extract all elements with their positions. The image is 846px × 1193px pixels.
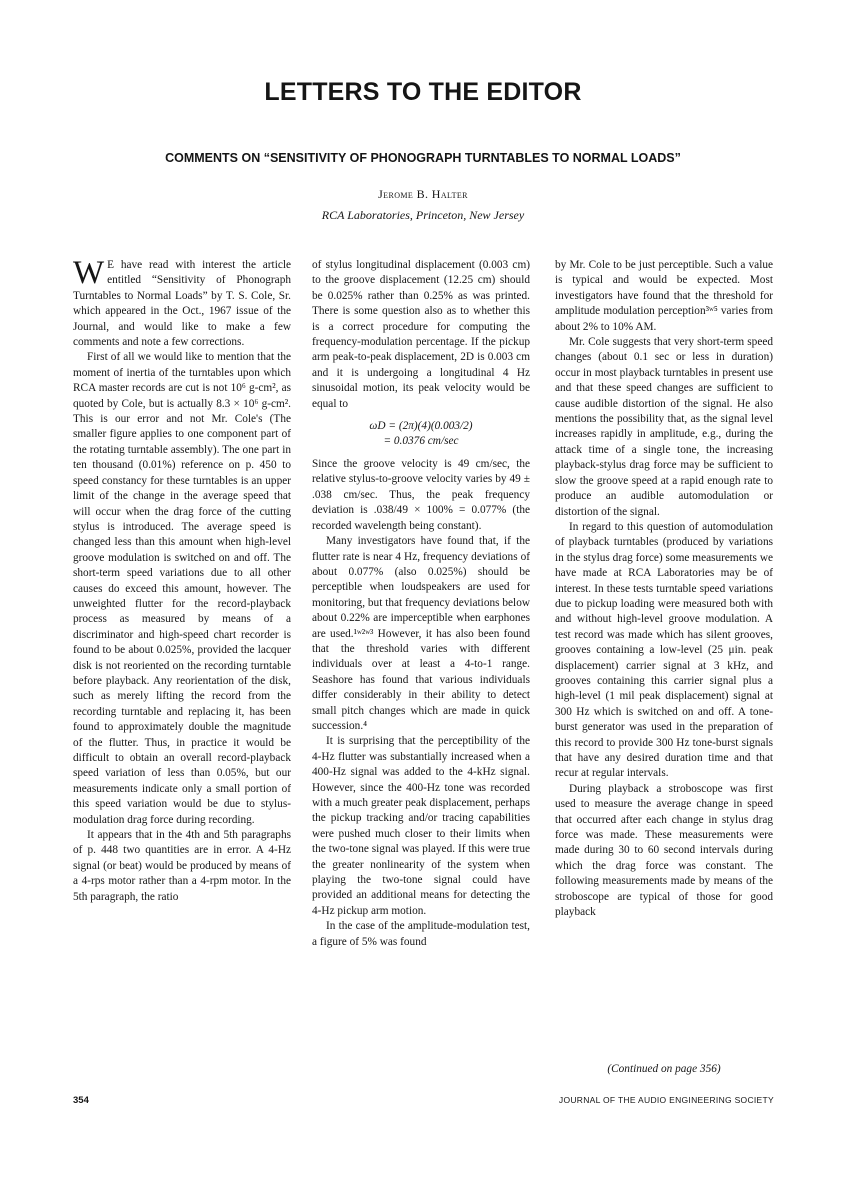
- paragraph: by Mr. Cole to be just perceptible. Such a value is typical and would be expected. Most investigators have found that the threshold for amplitude modulation perception³ʷ⁵ varies from about 2% to 10% AM.: [555, 259, 773, 333]
- paragraph: of stylus longitudinal displacement (0.003 cm) to the groove displacement (12.25 cm) should be 0.025% rather than 0.25% as was printed. There is some question also as to whether this is a correct procedure for computing the frequency-modulation percentage. If the pickup arm peak-to-peak displacement, 2D is 0.003 cm and it is undergoing a longitudinal 4 Hz sinusoidal motion, its peak velocity would be equal to: [312, 259, 530, 410]
- text-column-2: [312, 258, 530, 950]
- paragraph: Since the groove velocity is 49 cm/sec, the relative stylus-to-groove velocity varies by 49 ± .038 cm/sec. Thus, the peak frequency deviation is .038/49 × 100% = 0.077% (the recorded wavelength being constant).: [312, 458, 530, 532]
- author-affiliation: RCA Laboratories, Princeton, New Jersey: [321, 208, 525, 222]
- running-head: JOURNAL OF THE AUDIO ENGINEERING SOCIETY: [558, 1095, 774, 1105]
- paragraph: [73, 255, 291, 350]
- paragraph: First of all we would like to mention that the moment of inertia of the turntables upon which RCA master records are cut is not 10⁶ g-cm², as quoted by Cole, but is actually 8.3 × 10⁶ g-cm². This is our error and not Mr. Cole's (The smaller figure applies to one component part of the rotating turntable assembly). The one part in ten thousand (0.01%) reference on p. 450 to speed constancy for these turntables is an upper limit of the change in the average speed that will occur when the drag force of the cutting stylus is introduced. The average speed is changed less than this amount when high-level groove modulation is switched on and off. The short-term speed variations due to all other causes do exceed this amount, however. The unweighted flutter for the record-playback process as measured by means of a discriminator and high-speed chart recorder is found to be about 0.025%, provided the lacquer disk is not reoriented on the recording turntable before playback. Any reorientation of the disk, such as merely lifting the record from the recording turntable and replacing it, has been found to approximately double the magnitude of the flutter. Thus, in practice it would be difficult to obtain an overall record-playback speed variation of less than 0.05%, but our measurements indicate only a small portion of this speed variation would be due to stylus-modulation drag force during recording.: [73, 351, 291, 826]
- equation-line: ωD = (2π)(4)(0.003/2): [369, 420, 473, 433]
- paragraph: Many investigators have found that, if the flutter rate is near 4 Hz, frequency deviations of about 0.077% (also 0.025%) should be perceptible when loudspeakers are used for monitoring, but that frequency deviations below about 0.22% are imperceptible when earphones are used.¹ʷ²ʷ³ However, it has also been found that the threshold varies with different individuals over at least a 4-to-1 range. Seashore has found that various individuals differ considerably in their ability to detect small pitch changes which are made in quick succession.⁴: [312, 535, 530, 732]
- text-column-3: [555, 258, 773, 920]
- paragraph: It appears that in the 4th and 5th paragraphs of p. 448 two quantities are in error. A 4-Hz signal (or beat) would be produced by means of a 4-rps motor rather than a 4-rpm motor. In the 5th paragraph, the ratio: [73, 829, 291, 903]
- page-title: LETTERS TO THE EDITOR: [264, 78, 582, 106]
- equation: [312, 419, 530, 449]
- paragraph-text: E have read with interest the article entitled “Sensitivity of Phonograph Turntables to Normal Loads” by T. S. Cole, Sr. which appeared in the Oct., 1967 issue of the Journal, and would like to make a few comments and note a few corrections.: [73, 259, 291, 349]
- page-number: 354: [73, 1095, 89, 1106]
- paragraph: In regard to this question of automodulation of playback turntables (produced by variations in the stylus drag force) some measurements we have made at RCA Laboratories may be of interest. In these tests turntable speed variations due to pickup loading were measured both with and without high-level groove modulation. A test record was made which has silent grooves, grooves containing a low-level (25 μin. peak displacement) carrier signal at 3 kHz, and grooves containing this carrier signal plus a high-level (1 mil peak displacement) signal at 300 Hz which is switched on and off. A tone-burst generator was used in the preparation of this record to provide 300 Hz tone-burst signals that have any desired duration time and that recur at regular intervals.: [555, 520, 773, 780]
- article-title: COMMENTS ON “SENSITIVITY OF PHONOGRAPH TURNTABLES TO NORMAL LOADS”: [165, 151, 681, 165]
- drop-cap: W: [73, 255, 105, 291]
- equation-line: = 0.0376 cm/sec: [383, 435, 459, 448]
- text-column-1: [73, 255, 291, 905]
- continued-note: (Continued on page 356): [607, 1063, 721, 1075]
- paragraph: It is surprising that the perceptibility of the 4-Hz flutter was substantially increased when a 400-Hz signal was added to the 4-kHz signal. However, since the 400-Hz tone was recorded with a much greater peak displacement, perhaps the pickup tracking and/or tracing capabilities were pushed much closer to their limits when the two-tone signal was played. If this were true the greater nonlinearity of the system when playing the two-tone signal could have provided an additional means for detecting the 4-Hz pickup arm motion.: [312, 735, 530, 917]
- paragraph: In the case of the amplitude-modulation test, a figure of 5% was found: [312, 920, 530, 948]
- paragraph: Mr. Cole suggests that very short-term speed changes (about 0.1 sec or less in duration) occur in most playback turntables in present use and that these speed changes are sufficient to cause audible distortion of the signal. He also mentions the possibility that, as the signal level increases rapidly in amplitude, e.g., during the attack time of a single tone, the increasing playback-stylus drag force may be sufficient to slow the groove speed at a rapid enough rate to produce an audible automodulation or distortion of the signal.: [555, 336, 773, 518]
- author-name: Jerome B. Halter: [378, 187, 468, 201]
- paragraph: During playback a stroboscope was first used to measure the average change in speed that occurred after each change in stylus drag force was made. These measurements were made during 30 to 60 second intervals during which the drag force was constant. The following measurements made by means of the stroboscope are typical of those for good playback: [555, 782, 773, 919]
